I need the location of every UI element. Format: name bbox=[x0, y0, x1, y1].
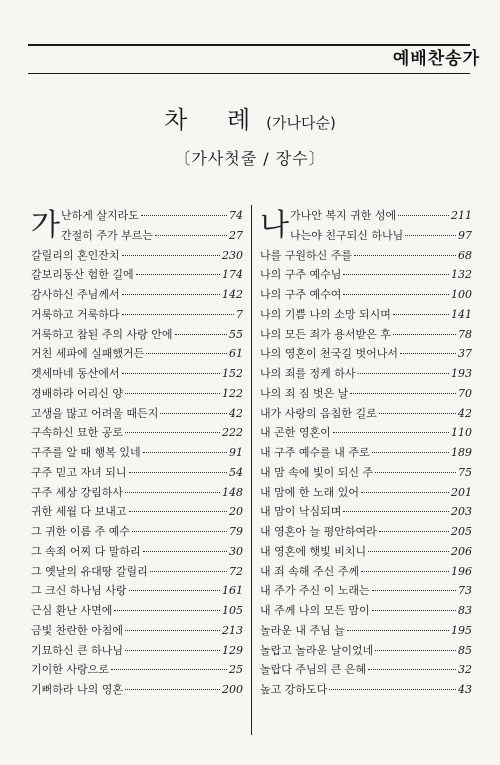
toc-entry bbox=[260, 246, 472, 266]
toc-entry bbox=[31, 404, 243, 424]
toc-entry-leader bbox=[372, 610, 456, 611]
toc-entry bbox=[260, 423, 472, 443]
toc-entry-title: 나는야 친구되신 하나님 bbox=[290, 228, 404, 242]
header-brand: 예배찬송가 bbox=[392, 49, 480, 69]
toc-entry-page: 43 bbox=[458, 683, 472, 696]
toc-entry-title: 내 구주 예수를 내 주로 bbox=[260, 446, 370, 459]
toc-entry-title: 거룩하고 거룩하다 bbox=[31, 307, 120, 321]
toc-entry bbox=[31, 601, 243, 621]
toc-entry-title: 나의 기쁨 나의 소망 되시며 bbox=[260, 307, 391, 321]
toc-entry-leader bbox=[379, 531, 449, 532]
toc-entry-leader bbox=[343, 274, 449, 275]
toc-entry bbox=[260, 325, 472, 345]
toc-entry-title: 고생을 많고 어려울 때든지 bbox=[31, 406, 159, 420]
toc-entry-title: 근심 환난 사면에 bbox=[31, 604, 113, 617]
toc-entry-title: 그 크신 하나님 사랑 bbox=[31, 584, 127, 598]
toc-entry-leader bbox=[122, 373, 220, 374]
toc-entry-leader bbox=[122, 314, 234, 315]
toc-entry-title: 기이한 사랑으로 bbox=[31, 663, 109, 677]
toc-entry-page: 7 bbox=[236, 307, 243, 321]
toc-entry-page: 205 bbox=[451, 525, 472, 538]
toc-entry-page: 61 bbox=[229, 347, 243, 361]
toc-entry-title: 높고 강하도다 bbox=[260, 683, 328, 696]
toc-entry-page: 42 bbox=[458, 406, 472, 420]
toc-entry-page: 85 bbox=[458, 643, 472, 657]
toc-entry-page: 54 bbox=[229, 465, 243, 479]
toc-entry-title: 기묘하신 큰 하나님 bbox=[31, 643, 124, 657]
toc-entry-leader bbox=[155, 235, 227, 236]
toc-entry-page: 79 bbox=[229, 525, 243, 538]
toc-entry-leader bbox=[125, 393, 220, 394]
toc-entry-page: 203 bbox=[451, 505, 472, 519]
toc-entry-leader bbox=[146, 353, 227, 354]
toc-entry bbox=[31, 344, 243, 364]
toc-entry-title: 가나안 복지 귀한 성에 bbox=[290, 209, 397, 222]
toc-entry bbox=[260, 404, 472, 424]
toc-entry-leader bbox=[122, 294, 220, 295]
toc-entry-leader bbox=[358, 373, 450, 374]
toc-entry-page: 195 bbox=[451, 623, 472, 637]
toc-entry bbox=[260, 680, 472, 700]
toc-entry-leader bbox=[393, 314, 449, 315]
toc-entry-title: 내가 사랑의 음침한 길로 bbox=[260, 406, 377, 420]
toc-entry-title: 내 곤한 영혼이 bbox=[260, 426, 331, 440]
toc-entry-page: 100 bbox=[451, 288, 472, 301]
toc-entry-page: 213 bbox=[222, 623, 243, 637]
toc-entry-page: 200 bbox=[222, 683, 243, 696]
toc-entry bbox=[31, 265, 243, 285]
toc-entry-leader bbox=[343, 511, 449, 512]
toc-entry-leader bbox=[347, 630, 449, 631]
toc-entry-page: 148 bbox=[222, 485, 243, 499]
toc-entry bbox=[31, 483, 243, 503]
toc-entry-title: 난하게 살지라도 bbox=[61, 209, 139, 222]
column-divider bbox=[251, 205, 252, 735]
toc-entry-leader bbox=[143, 551, 227, 552]
toc-entry bbox=[260, 621, 472, 641]
toc-entry-page: 27 bbox=[229, 228, 243, 242]
toc-entry bbox=[260, 265, 472, 285]
toc-entry-page: 30 bbox=[229, 544, 243, 558]
toc-entry bbox=[31, 680, 243, 700]
toc-entry-title: 나의 구주 예수님 bbox=[260, 268, 342, 282]
toc-entry bbox=[31, 305, 243, 325]
toc-entry bbox=[31, 522, 243, 542]
toc-entry-page: 73 bbox=[458, 584, 472, 598]
toc-entry-leader bbox=[329, 689, 456, 690]
toc-entry-page: 37 bbox=[458, 347, 472, 361]
toc-entry-title: 놀라운 내 주님 늘 bbox=[260, 623, 345, 637]
toc-entry bbox=[31, 206, 243, 226]
toc-entry-page: 74 bbox=[229, 209, 243, 222]
toc-entry-leader bbox=[150, 571, 227, 572]
toc-entry-title: 내 영혼아 늘 평안하여라 bbox=[260, 525, 377, 538]
toc-entry-page: 141 bbox=[451, 307, 472, 321]
toc-entry-leader bbox=[129, 511, 228, 512]
toc-entry-leader bbox=[125, 689, 220, 690]
toc-entry bbox=[31, 502, 243, 522]
toc-entry-page: 42 bbox=[229, 406, 243, 420]
toc-entry bbox=[260, 384, 472, 404]
toc-entry bbox=[31, 325, 243, 345]
toc-entry-page: 75 bbox=[458, 465, 472, 479]
toc-entry-title: 그 속죄 어찌 다 말하리 bbox=[31, 544, 141, 558]
toc-entry-page: 132 bbox=[451, 268, 472, 282]
toc-entry-page: 97 bbox=[458, 228, 472, 242]
toc-entry-leader bbox=[136, 274, 220, 275]
toc-entry-title: 구주 세상 강림하사 bbox=[31, 485, 124, 499]
toc-entry-page: 25 bbox=[229, 663, 243, 677]
toc-entry-page: 193 bbox=[451, 367, 472, 380]
toc-entry-leader bbox=[405, 235, 456, 236]
toc-entry-page: 201 bbox=[451, 485, 472, 499]
toc-entry bbox=[31, 542, 243, 562]
toc-entry-leader bbox=[129, 472, 228, 473]
toc-entry bbox=[260, 581, 472, 601]
toc-entry bbox=[260, 285, 472, 305]
toc-entry-page: 122 bbox=[222, 386, 243, 400]
toc-entry-page: 230 bbox=[222, 248, 243, 262]
page-title-sub: (가나다순) bbox=[266, 114, 336, 132]
toc-entry bbox=[260, 522, 472, 542]
toc-entry bbox=[31, 562, 243, 582]
toc-column-right bbox=[260, 206, 472, 700]
toc-entry bbox=[31, 581, 243, 601]
toc-entry bbox=[260, 443, 472, 463]
toc-entry-page: 196 bbox=[451, 564, 472, 578]
toc-entry-page: 78 bbox=[458, 327, 472, 341]
toc-entry bbox=[260, 641, 472, 661]
toc-entry-title: 기뻐하라 나의 영혼 bbox=[31, 683, 124, 696]
toc-entry-title: 내 영혼에 햇빛 비치니 bbox=[260, 544, 367, 558]
toc-entry-title: 그 귀한 이름 주 예수 bbox=[31, 525, 130, 538]
toc-entry bbox=[260, 305, 472, 325]
toc-entry-page: 55 bbox=[229, 327, 243, 341]
toc-entry bbox=[31, 423, 243, 443]
toc-entry-page: 222 bbox=[222, 426, 243, 440]
toc-entry-page: 161 bbox=[222, 584, 243, 598]
header-rule-bottom bbox=[28, 73, 470, 74]
toc-entry-leader bbox=[132, 531, 227, 532]
toc-entry bbox=[260, 364, 472, 384]
toc-entry-page: 189 bbox=[451, 446, 472, 459]
toc-entry-title: 거룩하고 참된 주의 사랑 안에 bbox=[31, 327, 173, 341]
toc-entry-page: 142 bbox=[222, 288, 243, 301]
toc-entry bbox=[31, 621, 243, 641]
toc-entry-leader bbox=[175, 334, 228, 335]
section-initial-left: 가 bbox=[31, 208, 60, 243]
toc-entry bbox=[31, 364, 243, 384]
page-subtitle: 〔가사첫줄 / 장수〕 bbox=[174, 149, 326, 168]
toc-entry-title: 나의 죄 짐 벗은 날 bbox=[260, 386, 349, 400]
toc-entry-page: 206 bbox=[451, 544, 472, 558]
toc-entry-title: 내 주께 나의 모든 맘이 bbox=[260, 604, 370, 617]
toc-entry-page: 211 bbox=[451, 209, 472, 222]
toc-entry-leader bbox=[125, 432, 220, 433]
toc-entry-title: 간절히 주가 부르는 bbox=[61, 228, 154, 242]
toc-entry-leader bbox=[111, 669, 227, 670]
toc-entry bbox=[31, 384, 243, 404]
toc-entry-page: 91 bbox=[229, 446, 243, 459]
toc-entry-title: 내 맘 속에 빛이 되신 주 bbox=[260, 465, 374, 479]
toc-entry-title: 놀랍다 주님의 큰 은혜 bbox=[260, 663, 367, 677]
page-title-main: 차 례 bbox=[164, 106, 267, 134]
toc-entry-title: 귀한 세월 다 보내고 bbox=[31, 505, 127, 519]
toc-entry-leader bbox=[143, 452, 227, 453]
toc-entry-leader bbox=[368, 669, 456, 670]
toc-entry-title: 나의 영혼이 천국길 벗어나서 bbox=[260, 347, 399, 361]
toc-entry-page: 32 bbox=[458, 663, 472, 677]
toc-entry-title: 나의 모든 죄가 용서받은 후 bbox=[260, 327, 391, 341]
toc-entry-leader bbox=[372, 590, 456, 591]
toc-entry-leader bbox=[125, 630, 220, 631]
toc-entry-title: 갈릴리의 혼인잔치 bbox=[31, 248, 120, 262]
toc-entry-page: 110 bbox=[451, 426, 472, 440]
toc-entry bbox=[260, 463, 472, 483]
toc-entry-title: 거친 세파에 실패했거든 bbox=[31, 347, 145, 361]
toc-entry-leader bbox=[129, 590, 221, 591]
toc-entry-title: 감사하신 주님께서 bbox=[31, 288, 120, 301]
toc-entry bbox=[260, 344, 472, 364]
toc-entry bbox=[31, 226, 243, 246]
toc-entry-title: 나의 구주 예수여 bbox=[260, 288, 342, 301]
toc-entry-leader bbox=[354, 255, 456, 256]
toc-entry-page: 20 bbox=[229, 505, 243, 519]
toc-entry-leader bbox=[343, 294, 449, 295]
toc-entry-title: 구속하신 묘한 공로 bbox=[31, 426, 124, 440]
toc-entry-title: 내 맘이 낙심되며 bbox=[260, 505, 342, 519]
toc-entry bbox=[260, 660, 472, 680]
toc-entry-leader bbox=[375, 472, 456, 473]
toc-entry bbox=[260, 502, 472, 522]
toc-entry bbox=[260, 562, 472, 582]
toc-entry bbox=[31, 463, 243, 483]
toc-entry-page: 105 bbox=[222, 604, 243, 617]
toc-entry-title: 갈보리동산 험한 길에 bbox=[31, 268, 134, 282]
toc-entry bbox=[31, 443, 243, 463]
toc-entry-title: 구주 믿고 자녀 되니 bbox=[31, 465, 127, 479]
toc-entry-title: 경배하라 어리신 양 bbox=[31, 386, 124, 400]
toc-entry-leader bbox=[350, 393, 456, 394]
toc-entry bbox=[260, 483, 472, 503]
page-title bbox=[0, 100, 500, 135]
toc-entry-leader bbox=[361, 571, 449, 572]
toc-entry-leader bbox=[393, 334, 456, 335]
toc-entry-page: 72 bbox=[229, 564, 243, 578]
toc-entry-leader bbox=[333, 432, 449, 433]
toc-entry bbox=[31, 285, 243, 305]
toc-entry bbox=[260, 601, 472, 621]
toc-entry-page: 68 bbox=[458, 248, 472, 262]
toc-entry-leader bbox=[400, 353, 456, 354]
toc-entry-leader bbox=[160, 413, 227, 414]
toc-entry-title: 놀랍고 놀라운 날이었네 bbox=[260, 643, 374, 657]
toc-entry bbox=[31, 641, 243, 661]
toc-entry-page: 129 bbox=[222, 643, 243, 657]
toc-entry-title: 내 맘에 한 노래 있어 bbox=[260, 485, 359, 499]
toc-entry-leader bbox=[125, 492, 220, 493]
toc-entry-leader bbox=[114, 610, 220, 611]
toc-entry-page: 70 bbox=[458, 386, 472, 400]
toc-entry-title: 구주를 알 때 행복 있네 bbox=[31, 446, 141, 459]
toc-entry-leader bbox=[368, 551, 449, 552]
toc-entry-title: 내 죄 속해 주신 주께 bbox=[260, 564, 359, 578]
toc-entry-leader bbox=[398, 215, 449, 216]
toc-entry bbox=[260, 206, 472, 226]
section-initial-right: 나 bbox=[260, 208, 289, 243]
toc-entry-leader bbox=[141, 215, 227, 216]
toc-entry-title: 겟세마네 동산에서 bbox=[31, 367, 120, 380]
toc-entry-leader bbox=[122, 255, 220, 256]
toc-entry-title: 나를 구원하신 주를 bbox=[260, 248, 353, 262]
toc-entry bbox=[260, 226, 472, 246]
toc-entry-leader bbox=[379, 413, 456, 414]
toc-entry-leader bbox=[375, 650, 456, 651]
toc-column-left bbox=[31, 206, 243, 700]
toc-entry-title: 내 주가 주신 이 노래는 bbox=[260, 584, 370, 598]
toc-entry-leader bbox=[361, 492, 449, 493]
toc-entry-leader bbox=[125, 650, 220, 651]
toc-entry bbox=[31, 660, 243, 680]
toc-entry-leader bbox=[372, 452, 449, 453]
toc-entry-title: 금빛 찬란한 아침에 bbox=[31, 623, 124, 637]
toc-entry bbox=[260, 542, 472, 562]
toc-entry bbox=[31, 246, 243, 266]
toc-entry-page: 152 bbox=[222, 367, 243, 380]
toc-entry-page: 174 bbox=[222, 268, 243, 282]
toc-entry-page: 83 bbox=[458, 604, 472, 617]
toc-entry-title: 그 옛날의 유대땅 갈릴리 bbox=[31, 564, 148, 578]
toc-entry-title: 나의 죄를 정케 하사 bbox=[260, 367, 356, 380]
